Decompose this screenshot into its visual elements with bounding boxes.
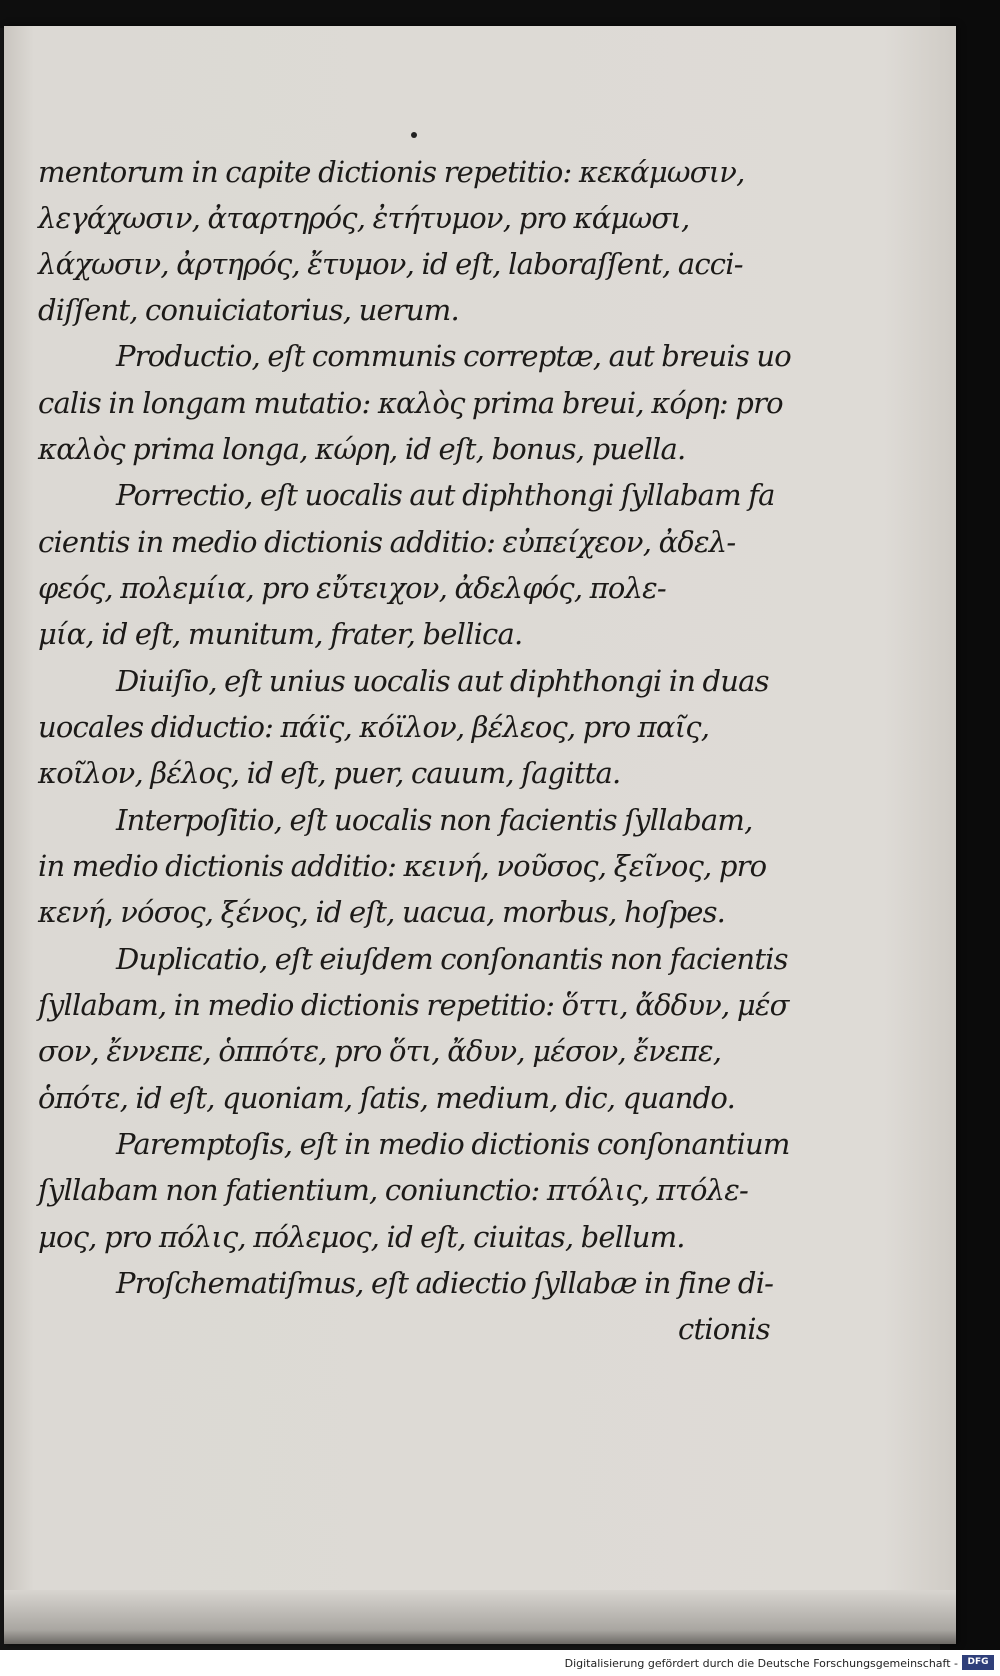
- text-line: σον, ἔννεπε, ὁππότε, pro ὅτι, ἄδυν, μέσον, ἔνεπε,: [38, 1034, 722, 1068]
- text-line: uocales diductio: πάϊς, κόϊλον, βέλεος, pro παῖς,: [38, 710, 710, 744]
- page-bottom-shadow: [4, 1590, 956, 1644]
- text-line: Productio, eſt communis correptæ, aut breuis uo: [116, 339, 791, 373]
- text-line: ſyllabam, in medio dictionis repetitio: ὅττι, ἄδδυν, μέσ: [38, 988, 789, 1022]
- text-line: Duplicatio, eſt eiuſdem conſonantis non facientis: [116, 942, 788, 976]
- digitization-footer: [0, 1650, 1000, 1676]
- text-line: λεγάχωσιν, ἀταρτηρός, ἐτήτυμον, pro κάμωσι,: [38, 201, 690, 235]
- text-line: Porrectio, eſt uocalis aut diphthongi ſyllabam fa: [116, 478, 775, 512]
- text-line: Interpoſitio, eſt uocalis non facientis ſyllabam,: [116, 803, 753, 837]
- text-line: calis in longam mutatio: καλὸς prima breui, κόρη: pro: [38, 386, 783, 420]
- text-line: φεός, πολεμίια, pro εὔτειχον, ἀδελφός, πολε-: [38, 571, 666, 605]
- text-line: μος, pro πόλις, πόλεμος, id eſt, ciuitas, bellum.: [38, 1220, 685, 1254]
- text-line: κενή, νόσος, ξένος, id eſt, uacua, morbus, hoſpes.: [38, 895, 726, 929]
- text-line: mentorum in capite dictionis repetitio: κεκάμωσιν,: [38, 155, 745, 189]
- text-line: Paremptoſis, eſt in medio dictionis conſonantium: [116, 1127, 790, 1161]
- page-mark: [411, 132, 417, 138]
- text-line: Proſchematiſmus, eſt adiectio ſyllabæ in fine di-: [116, 1266, 774, 1300]
- text-line: ὁπότε, id eſt, quoniam, ſatis, medium, dic, quando.: [38, 1081, 735, 1115]
- text-line: λάχωσιν, ἀρτηρός, ἔτυμον, id eſt, laboraſſent, acci-: [38, 247, 743, 281]
- text-line: καλὸς prima longa, κώρη, id eſt, bonus, puella.: [38, 432, 686, 466]
- catchword: ctionis: [678, 1312, 770, 1346]
- scan-top-edge: [0, 0, 1000, 28]
- text-line: ſyllabam non fatientium, coniunctio: πτόλις, πτόλε-: [38, 1173, 749, 1207]
- text-line: Diuiſio, eſt unius uocalis aut diphthongi in duas: [116, 664, 769, 698]
- dfg-logo: DFG: [962, 1655, 994, 1670]
- text-line: μία, id eſt, munitum, frater, bellica.: [38, 617, 523, 651]
- text-line: diſſent, conuiciatorius, uerum.: [38, 293, 459, 327]
- text-line: in medio dictionis additio: κεινή, νοῦσος, ξεῖνος, pro: [38, 849, 767, 883]
- footer-credit: Digitalisierung gefördert durch die Deutsche Forschungsgemeinschaft -: [564, 1657, 958, 1670]
- text-line: κοῖλον, βέλος, id eſt, puer, cauum, ſagitta.: [38, 756, 621, 790]
- text-line: cientis in medio dictionis additio: εὐπείχεον, ἀδελ-: [38, 525, 736, 559]
